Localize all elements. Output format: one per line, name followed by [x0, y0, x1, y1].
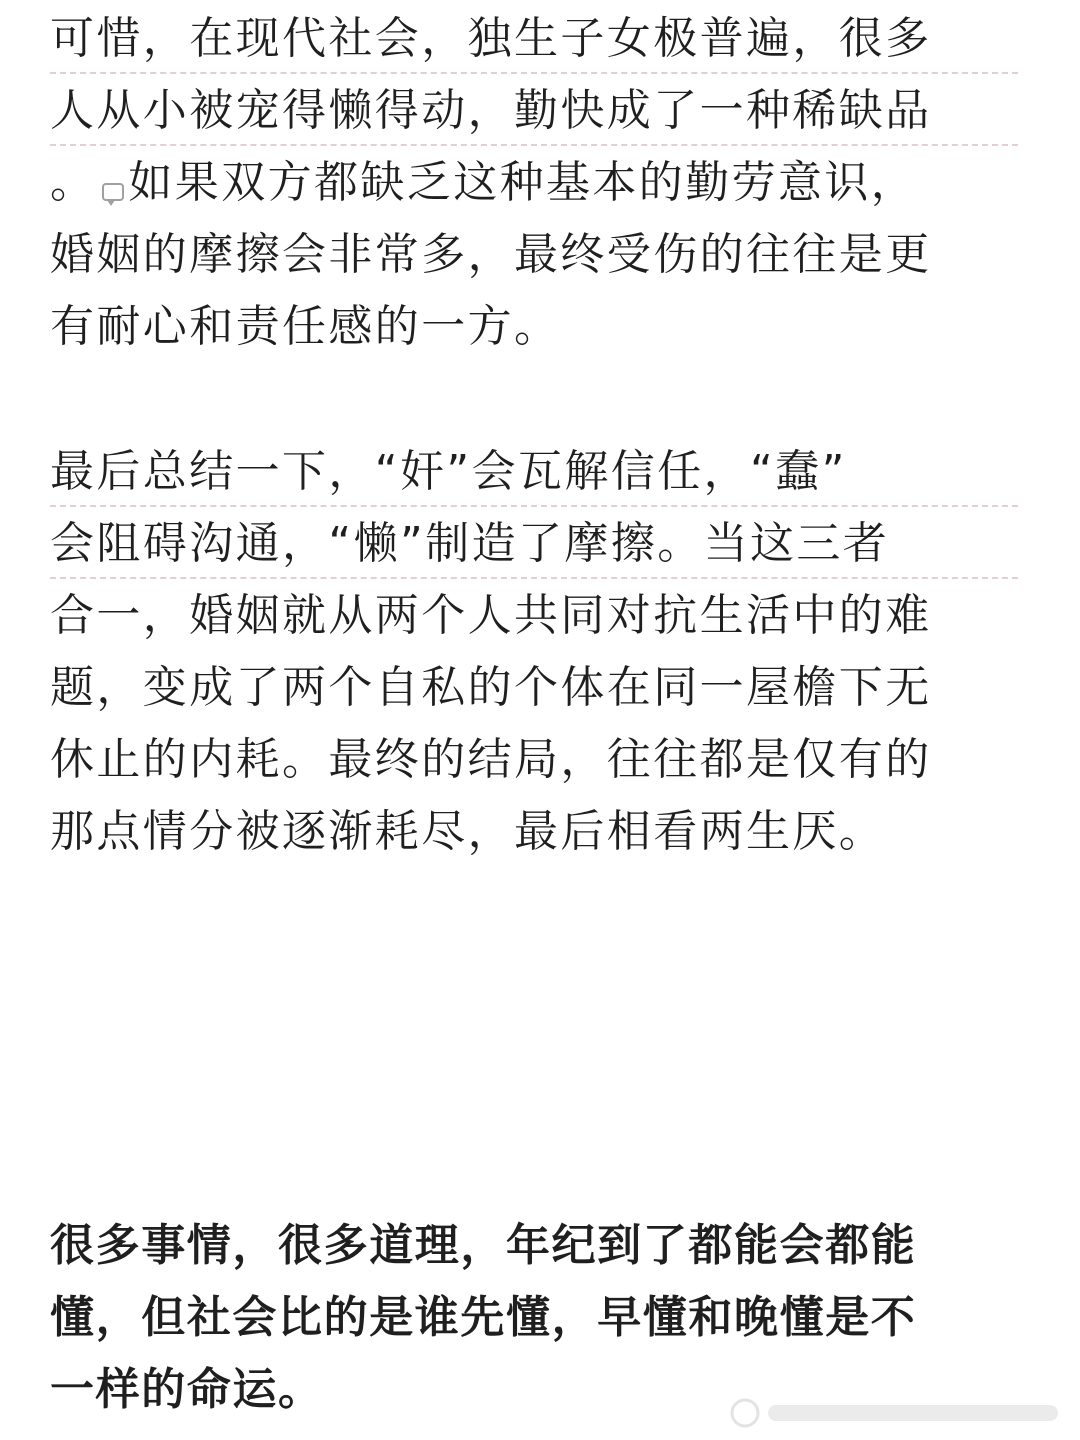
text-line-with-comment: [50, 147, 1030, 219]
paragraph-3: [50, 1210, 1030, 1426]
text-line: 很多事情，很多道理，年纪到了都能会都能: [50, 1220, 917, 1271]
text-line: 最后总结一下，“奸”会瓦解信任，“蠢”: [50, 436, 1030, 508]
text-segment: 如果双方都缺乏这种基本的勤劳意识，: [128, 157, 918, 208]
text-line: 会阻碍沟通，“懒”制造了摩擦。当这三者: [50, 508, 1030, 580]
paragraph-1: [50, 3, 1030, 363]
text-line: 懂，但社会比的是谁先懂，早懂和晚懂是不: [50, 1292, 917, 1343]
text-line: 可惜，在现代社会，独生子女极普遍，很多: [50, 3, 1030, 75]
text-line: 休止的内耗。最终的结局，往往都是仅有的: [50, 734, 932, 785]
text-line: 有耐心和责任感的一方。: [50, 301, 561, 352]
text-line: 题，变成了两个自私的个体在同一屋檐下无: [50, 662, 932, 713]
text-line: 那点情分被逐渐耗尽，最后相看两生厌。: [50, 806, 886, 857]
watermark-logo: [728, 1396, 1068, 1430]
text-segment: 。: [50, 157, 97, 208]
comment-bubble-icon[interactable]: [102, 183, 124, 201]
text-line: 一样的命运。: [50, 1364, 324, 1415]
paragraph-2: [50, 436, 1030, 868]
text-line: 人从小被宠得懒得动，勤快成了一种稀缺品: [50, 75, 1030, 147]
text-line: 合一，婚姻就从两个人共同对抗生活中的难: [50, 590, 932, 641]
text-line: 婚姻的摩擦会非常多，最终受伤的往往是更: [50, 229, 932, 280]
